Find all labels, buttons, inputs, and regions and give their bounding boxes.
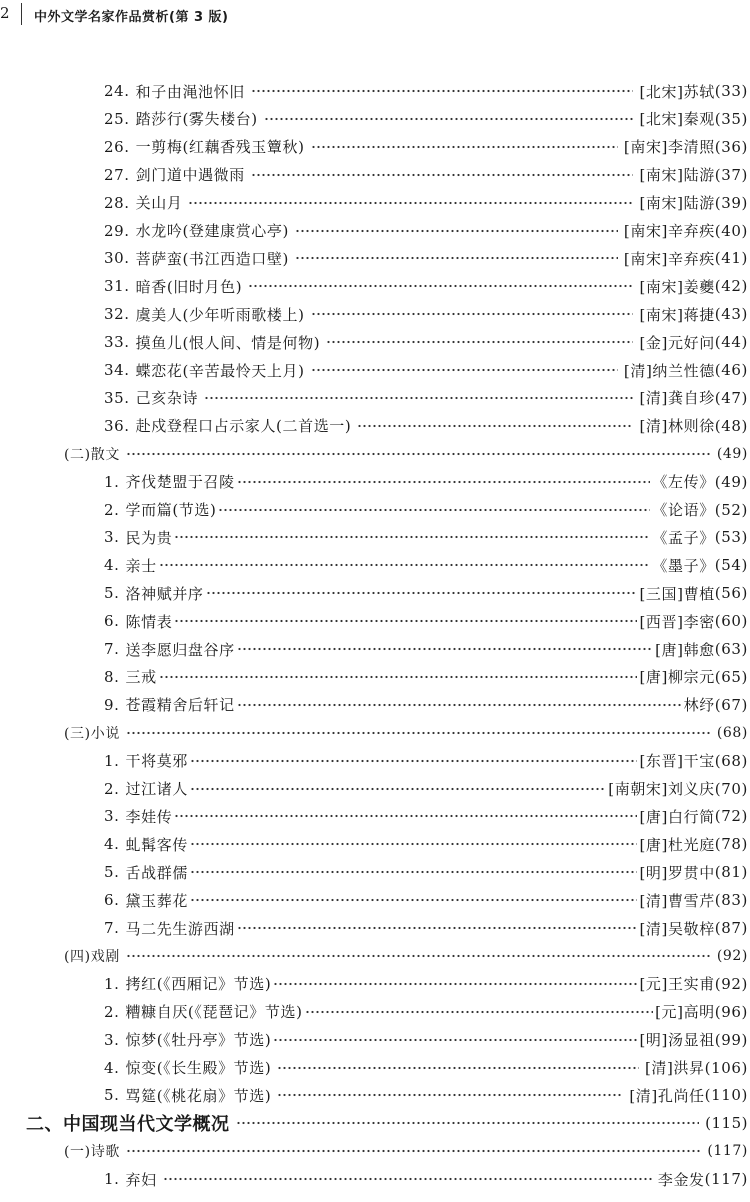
entry-title: 赴戍登程口占示家人(二首选一) <box>135 417 352 436</box>
entry-title: 骂筵(《桃花扇》节选) <box>125 1086 272 1105</box>
entry-title: 洛神赋并序 <box>125 584 204 603</box>
dot-leader <box>237 694 682 716</box>
dot-leader <box>273 973 637 995</box>
page-ref: (96) <box>714 1002 748 1021</box>
page-ref: (115) <box>705 1114 748 1133</box>
entry-number: 7. <box>104 640 120 658</box>
page-ref: (36) <box>714 137 748 156</box>
entry-number: 4. <box>104 1058 120 1077</box>
toc-entry[interactable] <box>104 247 748 269</box>
dot-leader <box>273 1029 637 1051</box>
page-ref: (44) <box>714 333 748 352</box>
dot-leader <box>126 722 711 744</box>
dot-leader <box>190 833 638 855</box>
dot-leader <box>248 275 633 297</box>
page-ref: (117) <box>707 1143 748 1160</box>
page-ref: (78) <box>714 835 748 854</box>
entry-title: 惊变(《长生殿》节选) <box>125 1059 272 1077</box>
entry-author: [明]罗贯中 <box>639 863 715 882</box>
entry-author: 李金发 <box>657 1170 705 1189</box>
entry-author: [三国]曹植 <box>639 584 715 603</box>
entry-number: 2. <box>104 500 120 519</box>
entry-author: 《墨子》 <box>652 556 715 575</box>
toc-entry[interactable] <box>104 387 748 409</box>
dot-leader <box>218 499 650 521</box>
toc-entry[interactable] <box>104 1001 748 1023</box>
entry-title: 二、中国现当代文学概况 <box>26 1114 230 1136</box>
toc-entry[interactable] <box>104 889 748 911</box>
entry-title: 舌战群儒 <box>125 863 188 882</box>
page-number: 2 <box>0 4 10 22</box>
entry-number: 7. <box>104 919 120 937</box>
toc-entry[interactable] <box>104 220 748 242</box>
page-ref: (54) <box>714 556 748 575</box>
entry-title: 关山月 <box>135 194 183 213</box>
dot-leader <box>305 1001 654 1023</box>
entry-author: [南宋]陆游 <box>639 194 715 213</box>
entry-title: 糟糠自厌(《琵琶记》节选) <box>125 1003 303 1022</box>
toc-entry[interactable] <box>104 694 748 716</box>
entry-title: 陈情表 <box>125 612 173 631</box>
entry-number: 5. <box>104 584 120 603</box>
dot-leader <box>174 805 637 827</box>
entry-title: 虞美人(少年听雨歌楼上) <box>135 305 305 324</box>
toc-entry[interactable] <box>104 303 748 325</box>
entry-author: [南宋]陆游 <box>639 166 715 185</box>
page-ref: (41) <box>714 249 748 268</box>
entry-author: [清]纳兰性德 <box>623 361 715 380</box>
toc-entry[interactable] <box>104 1168 748 1190</box>
page-ref: (87) <box>714 919 748 937</box>
toc-section[interactable] <box>64 945 748 967</box>
entry-number: 36. <box>104 416 130 435</box>
page-ref: (52) <box>714 500 748 519</box>
toc-entry[interactable] <box>104 1057 748 1079</box>
page-ref: (68) <box>714 751 748 770</box>
page-ref: (92) <box>714 974 748 993</box>
dot-leader <box>237 917 638 939</box>
toc-entry[interactable] <box>104 471 748 493</box>
entry-title: 民为贵 <box>125 528 173 547</box>
dot-leader <box>159 554 651 576</box>
entry-author: [西晋]李密 <box>639 612 715 631</box>
page-ref: (39) <box>714 193 748 212</box>
dot-leader <box>206 582 638 604</box>
entry-number: 1. <box>104 751 120 770</box>
entry-number: 6. <box>104 891 120 910</box>
dot-leader <box>277 1057 639 1079</box>
running-header <box>0 0 750 32</box>
entry-title: 亲士 <box>125 556 157 575</box>
toc-entry[interactable] <box>104 554 748 576</box>
entry-author: [南宋]辛弃疾 <box>623 222 715 240</box>
entry-number: 5. <box>104 1086 120 1105</box>
entry-author: [清]龚自珍 <box>639 389 715 408</box>
page-ref: (49) <box>716 445 748 462</box>
entry-author: [东晋]干宝 <box>639 752 715 771</box>
page-ref: (65) <box>714 667 748 686</box>
page-ref: (63) <box>714 640 748 658</box>
page-ref: (110) <box>704 1086 748 1105</box>
entry-title: 菩萨蛮(书江西造口壁) <box>135 249 289 268</box>
entry-title: 苍霞精舍后轩记 <box>125 696 235 715</box>
page-ref: (48) <box>714 416 748 435</box>
entry-author: [南宋]李清照 <box>623 138 715 157</box>
entry-title: 学而篇(节选) <box>125 501 217 519</box>
entry-title: 马二先生游西湖 <box>125 919 235 938</box>
dot-leader <box>277 1084 623 1106</box>
dot-leader <box>251 80 634 102</box>
entry-title: 干将莫邪 <box>125 752 188 771</box>
toc-entry[interactable] <box>104 80 748 102</box>
entry-title: 己亥杂诗 <box>135 389 199 408</box>
page-ref: (53) <box>714 528 748 547</box>
page-ref: (56) <box>714 584 748 603</box>
entry-author: [北宋]苏轼 <box>639 82 715 101</box>
toc-entry[interactable] <box>104 861 748 883</box>
dot-leader <box>264 108 634 130</box>
toc-entry[interactable] <box>104 359 748 381</box>
entry-title: 剑门道中遇微雨 <box>135 166 245 185</box>
page-ref: (92) <box>716 947 748 964</box>
entry-title: 水龙吟(登建康赏心亭) <box>135 222 289 240</box>
dot-leader <box>190 889 638 911</box>
entry-author: [清]曹雪芹 <box>639 891 715 910</box>
dot-leader <box>311 359 618 381</box>
toc-entry[interactable] <box>104 1029 748 1051</box>
dot-leader <box>126 443 711 465</box>
toc-section[interactable] <box>64 443 748 465</box>
entry-number: 9. <box>104 695 120 714</box>
entry-author: [唐]白行简 <box>639 807 715 826</box>
entry-author: 《孟子》 <box>652 528 715 547</box>
page-ref: (70) <box>714 779 748 798</box>
entry-title: 齐伐楚盟于召陵 <box>125 473 235 492</box>
entry-number: 8. <box>104 667 120 686</box>
page-ref: (46) <box>714 361 748 379</box>
entry-title: 李娃传 <box>125 807 173 826</box>
page-ref: (40) <box>714 221 748 240</box>
dot-leader <box>237 471 651 493</box>
entry-number: 5. <box>104 863 120 882</box>
dot-leader <box>326 331 633 353</box>
entry-author: 林纾 <box>683 696 715 715</box>
entry-author: [元]王实甫 <box>639 975 715 994</box>
toc-entry[interactable] <box>104 275 748 297</box>
page-ref: (106) <box>704 1058 748 1077</box>
entry-author: [元]高明 <box>655 1003 715 1022</box>
entry-number: 1. <box>104 974 120 993</box>
page-ref: (33) <box>714 82 748 100</box>
dot-leader <box>311 303 634 325</box>
entry-author: [清]林则徐 <box>639 417 715 436</box>
entry-number: 1. <box>104 472 120 491</box>
dot-leader <box>126 945 711 967</box>
entry-author: [唐]杜光庭 <box>639 835 715 854</box>
page-ref: (49) <box>714 472 748 491</box>
dot-leader <box>190 861 638 883</box>
toc-entry[interactable] <box>104 164 748 186</box>
entry-author: 《左传》 <box>652 473 715 492</box>
dot-leader <box>295 220 618 242</box>
entry-number: 3. <box>104 1030 120 1049</box>
entry-author: [金]元好问 <box>639 333 715 352</box>
toc-entry[interactable] <box>104 582 748 604</box>
book-title: 中外文学名家作品赏析(第 3 版) <box>34 10 229 25</box>
dot-leader <box>190 750 638 772</box>
entry-title: 虬髯客传 <box>125 835 188 854</box>
toc-entry[interactable] <box>104 331 748 353</box>
dot-leader <box>163 1168 652 1190</box>
toc-entry[interactable] <box>104 610 748 632</box>
toc-section[interactable] <box>64 722 748 744</box>
entry-author: [唐]柳宗元 <box>639 668 715 687</box>
page-ref: (43) <box>714 305 748 324</box>
entry-number: 34. <box>104 361 130 379</box>
page-ref: (83) <box>714 891 748 910</box>
dot-leader <box>190 778 606 800</box>
dot-leader <box>236 1112 700 1134</box>
entry-author: [南宋]蒋捷 <box>639 305 715 324</box>
entry-number: 35. <box>104 388 130 407</box>
dot-leader <box>357 415 633 437</box>
entry-title: (一)诗歌 <box>64 1144 120 1161</box>
page-ref: (35) <box>714 109 748 128</box>
dot-leader <box>311 136 618 158</box>
entry-number: 26. <box>104 137 130 156</box>
toc-entry[interactable] <box>104 526 748 548</box>
page-ref: (67) <box>714 695 748 714</box>
entry-author: [清]吴敬梓 <box>639 919 715 938</box>
page-ref: (72) <box>714 807 748 826</box>
entry-number: 27. <box>104 165 130 184</box>
toc-entry[interactable] <box>104 750 748 772</box>
dot-leader <box>188 192 633 214</box>
entry-number: 31. <box>104 277 130 296</box>
toc-entry[interactable] <box>104 108 748 130</box>
entry-title: (二)散文 <box>64 446 120 463</box>
dot-leader <box>174 526 650 548</box>
dot-leader <box>204 387 633 409</box>
entry-title: (四)戏剧 <box>64 948 120 965</box>
entry-title: 拷红(《西厢记》节选) <box>125 975 272 994</box>
dot-leader <box>159 666 638 688</box>
dot-leader <box>251 164 634 186</box>
page-ref: (81) <box>714 863 748 882</box>
entry-author: [北宋]秦观 <box>639 110 715 129</box>
entry-number: 3. <box>104 807 120 826</box>
entry-author: [明]汤显祖 <box>639 1031 715 1050</box>
entry-title: 和子由渑池怀旧 <box>135 82 245 101</box>
entry-title: 弃妇 <box>125 1170 157 1189</box>
entry-author: [南宋]辛弃疾 <box>623 249 715 268</box>
entry-number: 3. <box>104 528 120 547</box>
entry-number: 30. <box>104 249 130 268</box>
entry-author: [南宋]姜夔 <box>639 277 715 296</box>
entry-number: 28. <box>104 193 130 212</box>
toc-section[interactable] <box>26 1112 748 1134</box>
toc-entry[interactable] <box>104 1084 748 1106</box>
toc-entry[interactable] <box>104 833 748 855</box>
page-ref: (68) <box>716 724 748 741</box>
entry-author: [南朝宋]刘义庆 <box>608 780 715 798</box>
entry-number: 32. <box>104 305 130 324</box>
dot-leader <box>126 1140 701 1162</box>
toc-entry[interactable] <box>104 917 748 939</box>
toc-entry[interactable] <box>104 638 748 660</box>
entry-title: 过江诸人 <box>125 780 188 798</box>
toc-entry[interactable] <box>104 415 748 437</box>
entry-title: 三戒 <box>125 668 157 687</box>
entry-number: 33. <box>104 333 130 352</box>
toc-entry[interactable] <box>104 666 748 688</box>
dot-leader <box>237 638 653 660</box>
entry-title: 送李愿归盘谷序 <box>125 640 235 659</box>
toc-entry[interactable] <box>104 805 748 827</box>
entry-number: 25. <box>104 109 130 128</box>
entry-title: 暗香(旧时月色) <box>135 277 243 296</box>
page-ref: (60) <box>714 612 748 631</box>
toc-section[interactable] <box>64 1140 748 1162</box>
entry-author: 《论语》 <box>652 501 715 519</box>
entry-title: 摸鱼儿(恨人间、情是何物) <box>135 333 321 352</box>
toc-entry[interactable] <box>104 192 748 214</box>
entry-number: 29. <box>104 221 130 240</box>
entry-number: 2. <box>104 1002 120 1021</box>
entry-author: [清]孔尚任 <box>629 1086 705 1105</box>
header-divider <box>21 3 22 25</box>
entry-title: (三)小说 <box>64 725 120 742</box>
entry-title: 黛玉葬花 <box>125 891 188 910</box>
page-ref: (99) <box>714 1030 748 1049</box>
entry-number: 24. <box>104 82 130 100</box>
page-ref: (47) <box>714 388 748 407</box>
entry-number: 6. <box>104 612 120 631</box>
dot-leader <box>295 247 618 269</box>
entry-author: [清]洪昇 <box>644 1059 705 1077</box>
entry-title: 惊梦(《牡丹亭》节选) <box>125 1031 272 1050</box>
page-ref: (42) <box>714 277 748 296</box>
page-ref: (117) <box>704 1170 748 1189</box>
entry-author: [唐]韩愈 <box>655 640 715 659</box>
entry-number: 4. <box>104 556 120 575</box>
page-ref: (37) <box>714 165 748 184</box>
dot-leader <box>174 610 637 632</box>
entry-title: 踏莎行(雾失楼台) <box>135 110 258 129</box>
entry-title: 蝶恋花(辛苦最怜天上月) <box>135 361 305 380</box>
toc-entry[interactable] <box>104 778 748 800</box>
toc-entry[interactable] <box>104 499 748 521</box>
entry-number: 1. <box>104 1170 120 1189</box>
entry-title: 一剪梅(红藕香残玉簟秋) <box>135 138 305 157</box>
toc-entry[interactable] <box>104 136 748 158</box>
entry-number: 2. <box>104 779 120 798</box>
toc-entry[interactable] <box>104 973 748 995</box>
entry-number: 4. <box>104 835 120 854</box>
